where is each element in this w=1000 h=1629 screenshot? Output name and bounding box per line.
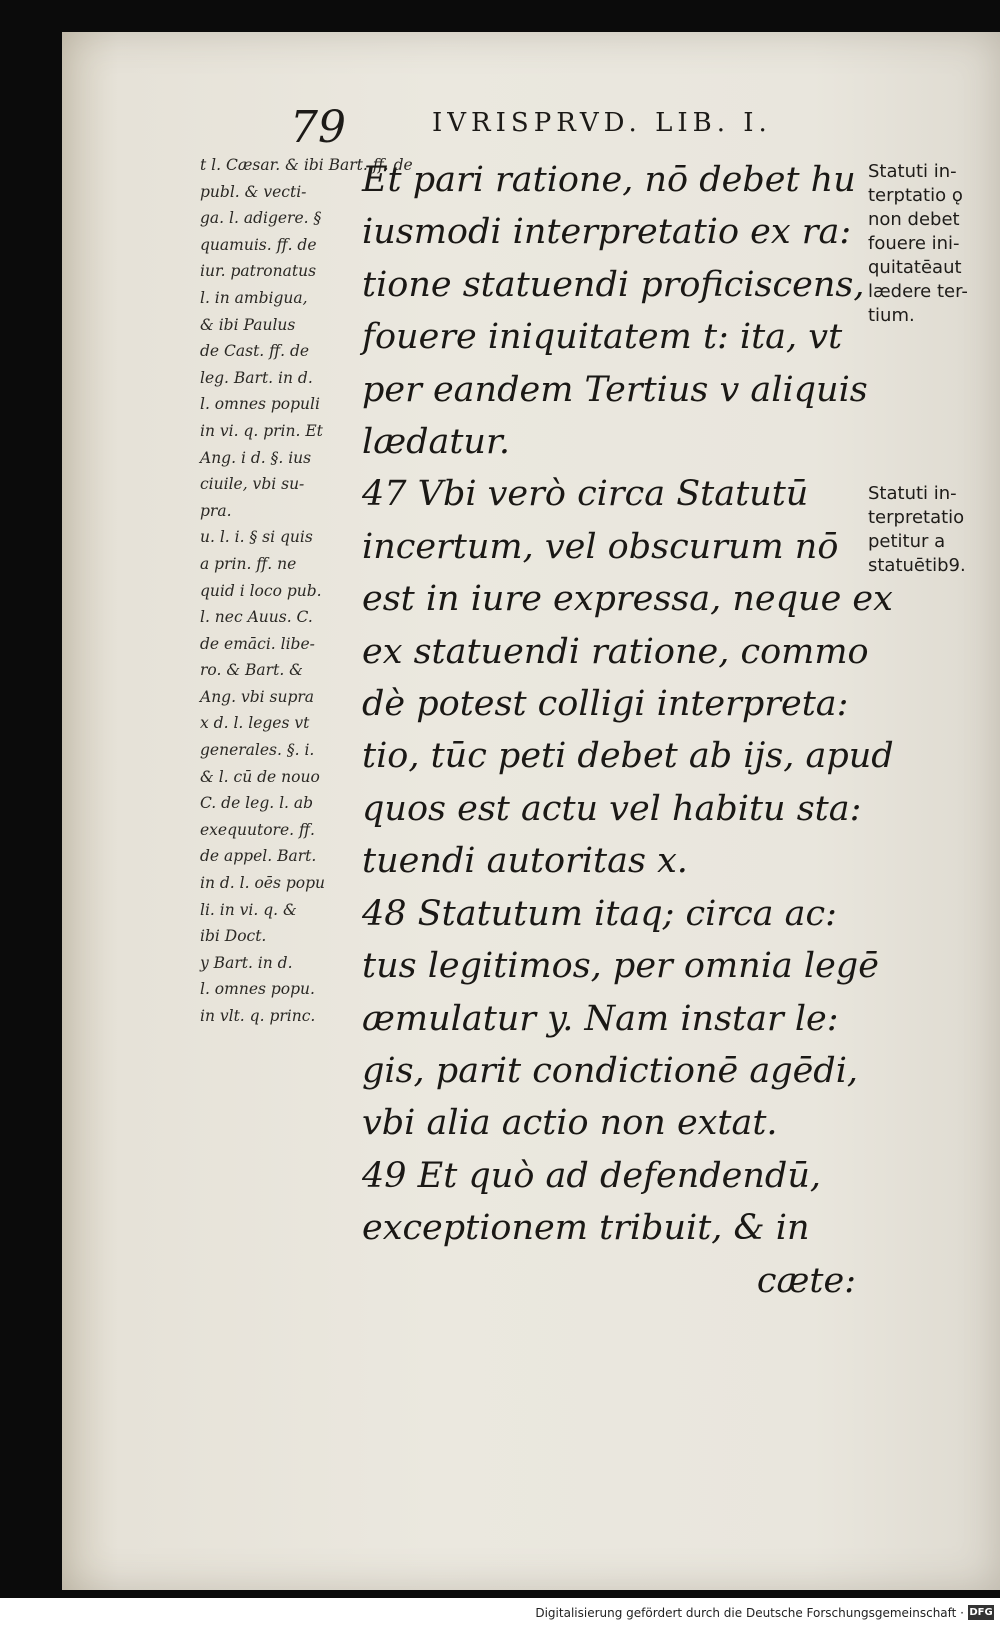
left-note-line: l. omnes popu. [200,980,315,999]
main-text-line: iusmodi interpretatio ex ra: [362,212,852,253]
left-margin-notes [200,152,413,1030]
main-text-line: ex statuendi ratione, commo [362,631,869,672]
left-note-line: generales. §. i. [200,741,315,760]
main-text-line: exceptionem tribuit, & in [362,1208,810,1249]
left-note-line: t l. Cæsar. & ibi Bart. ff. de [200,156,413,174]
left-note-line: publ. & vecti- [200,182,307,201]
left-note-line: iur. patronatus [200,262,317,281]
left-note-line: Ang. i d. §. ius [200,448,312,467]
right-note-line: statuētib9. [868,555,966,576]
main-text-line: 48 Statutum itaq; circa ac: [362,893,837,934]
left-note-line: ga. l. adigere. § [200,209,322,228]
right-note-line: petitur a [868,531,946,552]
main-text-line: 49 Et quò ad defendendū, [362,1155,821,1196]
left-note-line: quamuis. ff. de [200,235,317,254]
left-note-line: in vi. q. prin. Et [200,421,323,440]
left-note-line: & ibi Paulus [200,315,296,334]
running-title: IVRISPRVD. LIB. I. [432,108,772,138]
main-text-line: cæte: [756,1260,856,1301]
main-text-line: tus legitimos, per omnia legē [362,946,879,987]
main-text-line: tione statuendi proficiscens, [362,264,865,305]
footer-bar [0,1598,1000,1629]
main-text-line: tio, tūc peti debet ab ijs, apud [362,736,894,777]
right-note-line: Statuti in- [868,483,957,504]
main-text-line: incertum, vel obscurum nō [362,526,839,567]
left-note-line: y Bart. in d. [200,953,293,972]
left-note-line: de appel. Bart. [200,847,317,866]
left-note-line: in d. l. oēs popu [200,874,325,893]
main-text-line: 47 Vbi verò circa Statutū [362,474,809,515]
footer-credit: Digitalisierung gefördert durch die Deutsche Forschungsgemeinschaft · [535,1606,964,1620]
right-margin-note [868,482,1000,578]
main-text-line: gis, parit condictionē agēdi, [362,1050,859,1091]
page-number: 79 [290,102,346,153]
main-text-line: æmulatur y. Nam instar le: [362,998,839,1039]
main-text-line: Et pari ratione, nō debet hu [362,160,856,200]
left-note-line: de Cast. ff. de [200,342,310,361]
left-note-line: ro. & Bart. & [200,661,303,680]
left-note-line: Ang. vbi supra [200,687,315,706]
right-note-line: terpretatio [868,507,965,528]
main-text-line: fouere iniquitatem t: ita, vt [362,317,843,358]
right-note-line: Statuti in- [868,161,957,182]
main-text-line: est in iure expressa, neque ex [362,579,893,620]
left-note-line: C. de leg. l. ab [200,794,314,813]
right-note-line: lædere ter- [868,281,968,302]
left-note-line: li. in vi. q. & [200,900,297,919]
left-note-line: ibi Doct. [200,927,267,946]
left-note-line: leg. Bart. in d. [200,368,313,387]
left-note-line: l. omnes populi [200,395,320,414]
main-text-line: vbi alia actio non extat. [362,1103,778,1144]
right-note-line: non debet [868,209,960,230]
left-note-line: de emāci. libe- [200,634,315,653]
left-note-line: exequutore. ff. [200,820,315,839]
left-note-line: a prin. ff. ne [200,554,297,573]
left-note-line: x d. l. leges vt [200,714,310,733]
main-text-line: dè potest colligi interpreta: [362,684,849,725]
main-text-line: tuendi autoritas x. [362,841,688,882]
main-text-line: quos est actu vel habitu sta: [362,788,862,829]
left-note-line: u. l. i. § si quis [200,528,313,547]
main-text-line: per eandem Tertius v aliquis [362,369,868,410]
right-note-line: tium. [868,305,915,326]
left-note-line: l. in ambigua, [200,288,308,307]
main-text-line: lædatur. [362,422,510,463]
right-margin-note [868,160,1000,328]
dfg-logo: DFG [969,1607,993,1618]
right-note-line: quitatēaut [868,257,962,278]
right-note-line: fouere ini- [868,233,960,254]
right-note-line: terptatio ǫ [868,185,963,206]
left-note-line: l. nec Auus. C. [200,608,313,627]
left-note-line: quid i loco pub. [200,581,322,600]
left-note-line: in vlt. q. princ. [200,1007,316,1025]
left-note-line: & l. cū de nouo [200,767,320,786]
left-note-line: pra. [200,501,232,520]
left-note-line: ciuile, vbi su- [200,475,305,494]
